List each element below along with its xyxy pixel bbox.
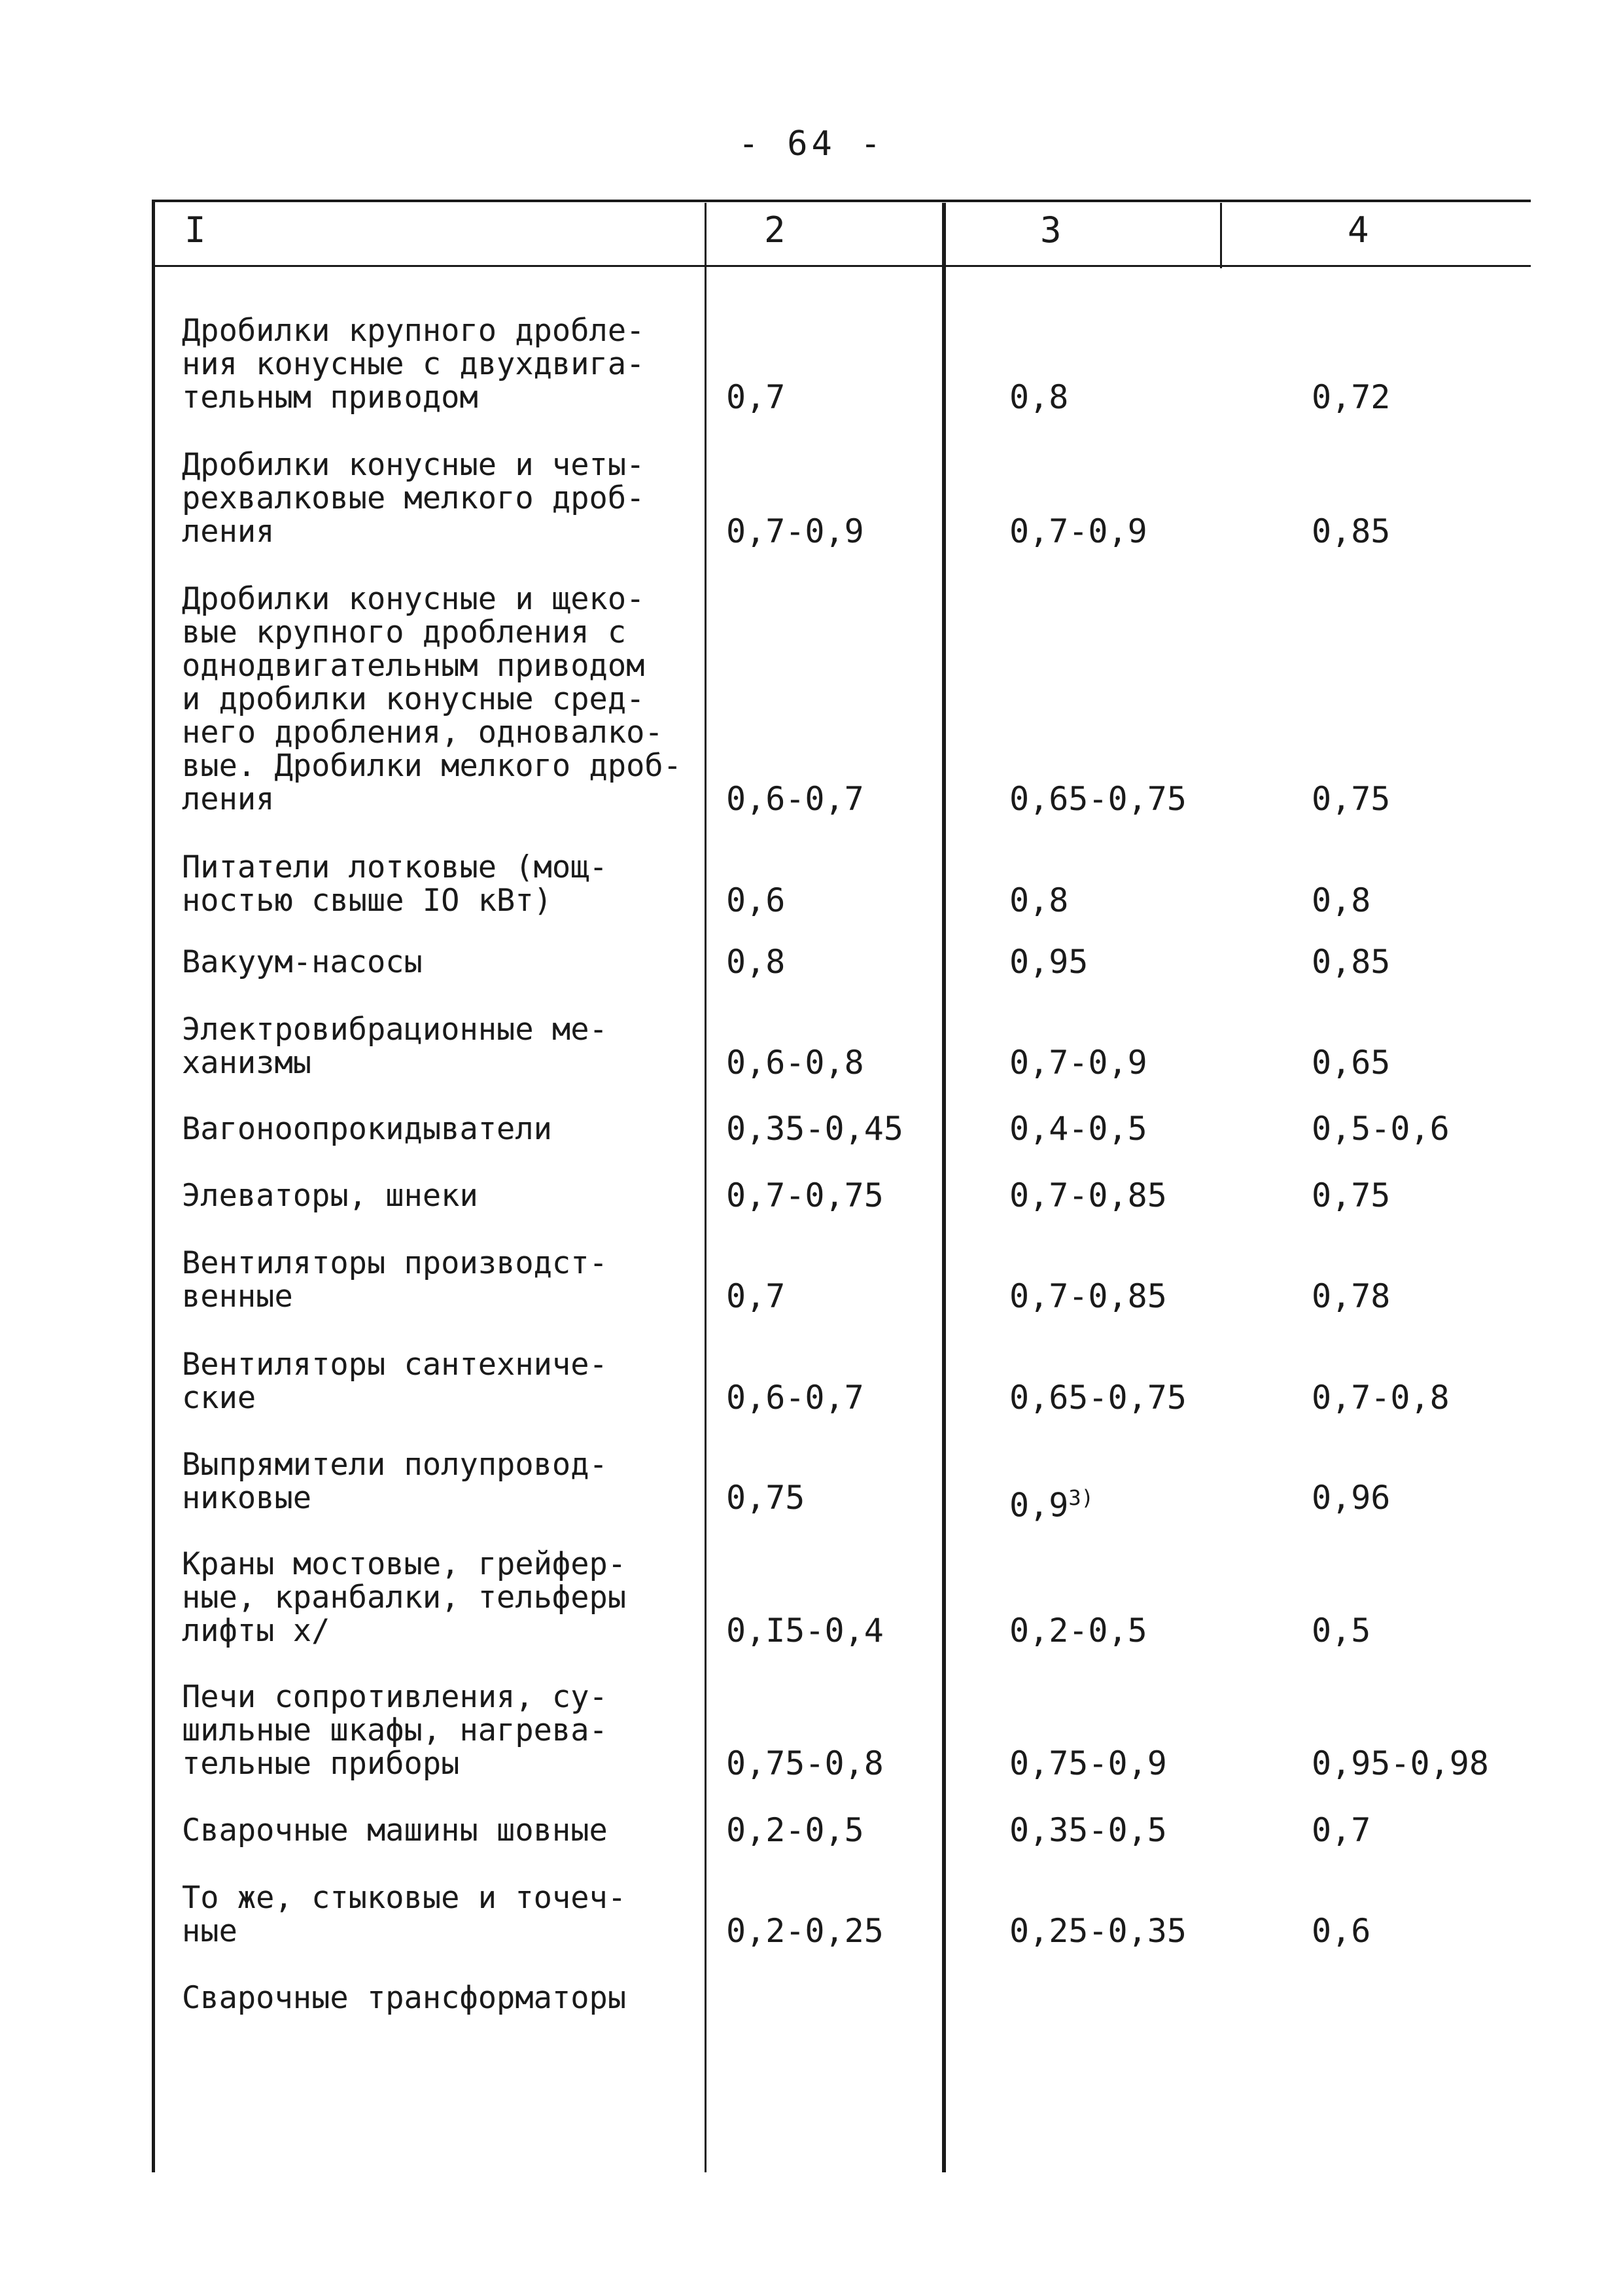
- row-name: Печи сопротивления, су- шильные шкафы, нагрева- тельные приборы: [182, 1679, 608, 1782]
- row-value-col3: 0,7-0,9: [1009, 512, 1147, 550]
- row-value-col3: 0,25-0,35: [1009, 1912, 1187, 1950]
- row-value-col2: 0,7-0,75: [726, 1176, 884, 1214]
- row-value-col4: 0,96: [1312, 1479, 1391, 1517]
- row-value-col2: 0,75-0,8: [726, 1744, 884, 1782]
- row-value-col3: 0,8: [1009, 881, 1069, 919]
- column-divider-3: [1220, 203, 1222, 268]
- row-value-col2: 0,6-0,7: [726, 1379, 864, 1417]
- row-value-col2: 0,2-0,5: [726, 1811, 864, 1849]
- row-value-col4: 0,78: [1312, 1277, 1391, 1315]
- row-value-col4: 0,5: [1312, 1612, 1371, 1650]
- page-number: - 64 -: [738, 124, 885, 164]
- row-name: Выпрямители полупровод- никовые: [182, 1447, 608, 1516]
- row-value-col3: 0,65-0,75: [1009, 780, 1187, 818]
- row-value-col4: 0,85: [1312, 943, 1391, 981]
- row-value-col2: 0,6-0,7: [726, 780, 864, 818]
- row-value-col2: 0,2-0,25: [726, 1912, 884, 1950]
- row-value-col4: 0,95-0,98: [1312, 1744, 1489, 1782]
- column-header-4: 4: [1348, 209, 1369, 251]
- row-value-col3: 0,7-0,85: [1009, 1176, 1167, 1214]
- row-value-col3: 0,4-0,5: [1009, 1110, 1147, 1148]
- row-value-col3: 0,65-0,75: [1009, 1379, 1187, 1417]
- row-value-col4: 0,7: [1312, 1811, 1371, 1849]
- row-name: Питатели лотковые (мощ- ностью свыше IO кВт): [182, 849, 608, 919]
- row-name: Сварочные трансформаторы: [182, 1980, 627, 2016]
- footnote-mark: 3): [1068, 1485, 1094, 1510]
- row-value-col3: 0,95: [1009, 943, 1089, 981]
- row-value-col3: 0,7-0,85: [1009, 1277, 1167, 1315]
- column-header-1: I: [184, 209, 206, 251]
- row-value-col4: 0,5-0,6: [1312, 1110, 1450, 1148]
- column-divider-left: [152, 200, 155, 2172]
- row-value-col3: [1009, 1481, 1094, 1523]
- column-divider-2: [942, 203, 946, 2172]
- row-value-col2: 0,75: [726, 1479, 805, 1517]
- row-name: Дробилки конусные и щеко- вые крупного дробления с однодвигательным приводом и дробилки конусные сред- него дробления, одновалко- вые. Дробилки мелкого дроб- ления: [182, 581, 682, 817]
- row-value-col3: 0,35-0,5: [1009, 1811, 1167, 1849]
- row-name: Сварочные машины шовные: [182, 1812, 608, 1848]
- header-rule-top: [154, 200, 1531, 202]
- row-value-col2: 0,8: [726, 943, 786, 981]
- row-value-col3-text: 0,9: [1009, 1486, 1069, 1525]
- row-value-col3: 0,7-0,9: [1009, 1044, 1147, 1082]
- row-value-col2: 0,6: [726, 881, 786, 919]
- row-value-col4: 0,75: [1312, 1176, 1391, 1214]
- column-header-2: 2: [764, 209, 786, 251]
- row-name: Электровибрационные ме- ханизмы: [182, 1012, 608, 1081]
- row-value-col4: 0,85: [1312, 512, 1391, 550]
- header-rule-bottom: [154, 265, 1531, 267]
- row-value-col2: 0,7-0,9: [726, 512, 864, 550]
- row-name: Дробилки конусные и четы- рехвалковые мелкого дроб- ления: [182, 447, 645, 550]
- row-name: Вентиляторы сантехниче- ские: [182, 1347, 608, 1416]
- row-value-col4: 0,7-0,8: [1312, 1379, 1450, 1417]
- row-name: Вентиляторы производст- венные: [182, 1245, 608, 1315]
- row-value-col3: 0,2-0,5: [1009, 1612, 1147, 1650]
- row-value-col2: 0,I5-0,4: [726, 1612, 884, 1650]
- row-value-col4: 0,75: [1312, 780, 1391, 818]
- row-value-col4: 0,65: [1312, 1044, 1391, 1082]
- row-value-col2: 0,7: [726, 378, 786, 416]
- row-name: То же, стыковые и точеч- ные: [182, 1880, 627, 1949]
- row-name: Элеваторы, шнеки: [182, 1178, 478, 1214]
- row-value-col2: 0,7: [726, 1277, 786, 1315]
- row-value-col3: 0,75-0,9: [1009, 1744, 1167, 1782]
- row-value-col2: 0,6-0,8: [726, 1044, 864, 1082]
- row-value-col2: 0,35-0,45: [726, 1110, 903, 1148]
- row-value-col4: 0,6: [1312, 1912, 1371, 1950]
- row-name: Вагоноопрокидыватели: [182, 1111, 552, 1147]
- column-header-3: 3: [1040, 209, 1062, 251]
- row-value-col3: 0,8: [1009, 378, 1069, 416]
- row-name: Краны мостовые, грейфер- ные, кранбалки, тельферы лифты х/: [182, 1546, 627, 1649]
- row-value-col4: 0,72: [1312, 378, 1391, 416]
- row-name: Вакуум-насосы: [182, 944, 423, 980]
- row-value-col4: 0,8: [1312, 881, 1371, 919]
- row-name: Дробилки крупного дробле- ния конусные с двухдвига- тельным приводом: [182, 313, 645, 415]
